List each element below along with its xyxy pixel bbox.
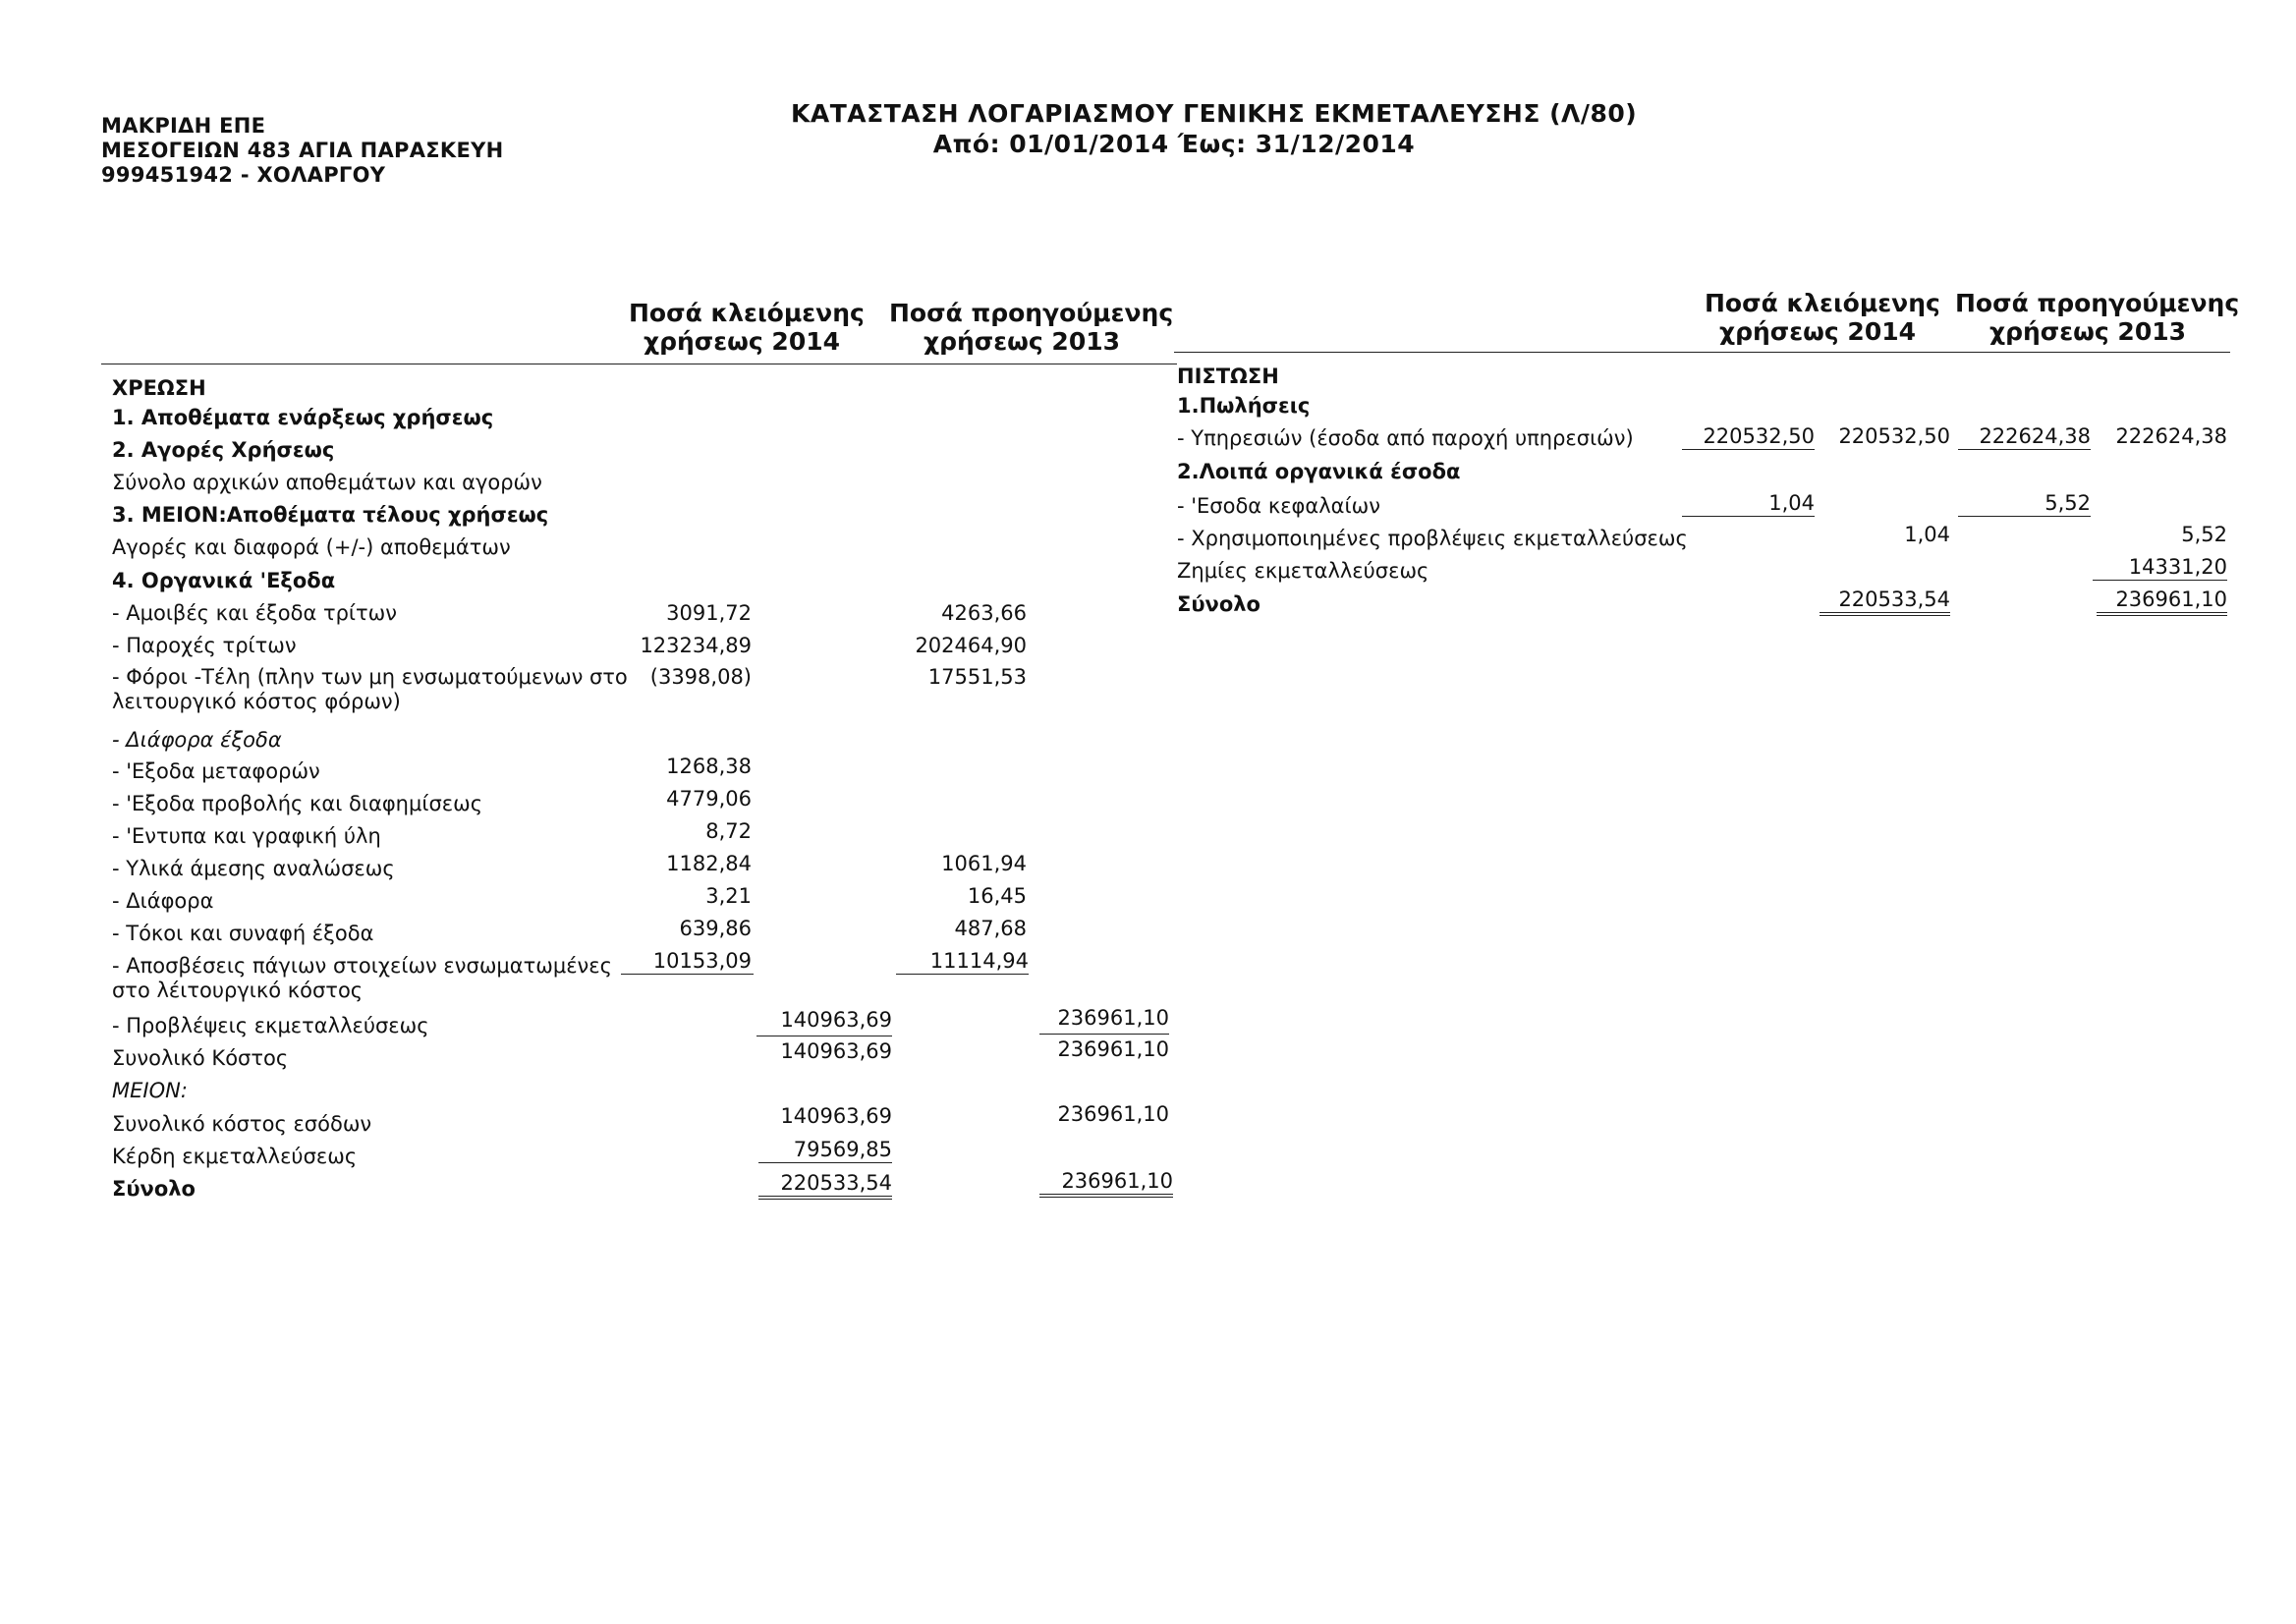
- amount-2014: 8,72: [705, 819, 752, 843]
- row-label: Σύνολο: [112, 1177, 196, 1201]
- credit-header-rule: [1174, 352, 2230, 353]
- row-label: - Χρησιμοποιημένες προβλέψεις εκμεταλλεύσεως: [1177, 527, 1688, 550]
- amount-2014: 639,86: [679, 917, 752, 940]
- used-provisions-2013: 5,52: [2181, 523, 2227, 546]
- row-label: - Προβλέψεις εκμεταλλεύσεως: [112, 1014, 429, 1037]
- header-line: χρήσεως 2013: [923, 327, 1121, 356]
- header-line: χρήσεως 2013: [1988, 317, 2187, 346]
- sales-2013-detail: 222624,38: [1958, 424, 2091, 450]
- row-label: Σύνολο: [1177, 592, 1260, 616]
- debit-total-2014: 220533,54: [758, 1171, 892, 1200]
- sales-2014-total: 220532,50: [1838, 424, 1950, 448]
- row-label: - Αποσβέσεις πάγιων στοιχείων ενσωματωμένες στο λέιτουργικό κόστος: [112, 954, 612, 1002]
- row-label: 1.Πωλήσεις: [1177, 394, 1311, 418]
- amount-2014: 1268,38: [666, 755, 752, 778]
- row-label: Κέρδη εκμεταλλεύσεως: [112, 1145, 358, 1168]
- row-label: - Αμοιβές και έξοδα τρίτων: [112, 601, 398, 625]
- header-line: χρήσεως 2014: [1718, 317, 1917, 346]
- debit-current-year-header: [629, 299, 865, 356]
- row-label: - 'Εσοδα κεφαλαίων: [1177, 494, 1380, 518]
- header-line: Ποσά προηγούμενης: [889, 299, 1174, 327]
- credit-prior-year-header: [1955, 289, 2240, 346]
- row-label: - Υλικά άμεσης αναλώσεως: [112, 857, 395, 880]
- amount-2014: 3091,72: [666, 601, 752, 625]
- amount-2014: 3,21: [705, 884, 752, 908]
- report-title: ΚΑΤΑΣΤΑΣΗ ΛΟΓΑΡΙΑΣΜΟΥ ΓΕΝΙΚΗΣ ΕΚΜΕΤΑΛΕΥΣΗΣ (Λ/80): [791, 99, 1638, 128]
- header-line: Ποσά κλειόμενης: [1705, 289, 1940, 317]
- row-label: Αγορές και διαφορά (+/-) αποθεμάτων: [112, 535, 511, 559]
- row-label: Συνολικό Κόστος: [112, 1046, 289, 1070]
- debit-heading: ΧΡΕΩΣΗ: [112, 376, 206, 400]
- credit-total-2013: 236961,10: [2097, 588, 2227, 616]
- subtotal-2014: 140963,69: [780, 1008, 892, 1032]
- amount-2014: 10153,09: [621, 949, 754, 975]
- amount-2014: 4779,06: [666, 787, 752, 811]
- company-tax-id: 999451942 - ΧΟΛΑΡΓΟΥ: [101, 163, 386, 187]
- company-address: ΜΕΣΟΓΕΙΩΝ 483 ΑΓΙΑ ΠΑΡΑΣΚΕΥΗ: [101, 139, 504, 162]
- row-label: - 'Εξοδα προβολής και διαφημίσεως: [112, 792, 483, 815]
- amount-2014: 1182,84: [666, 852, 752, 875]
- operating-profit-2014: 79569,85: [758, 1138, 892, 1163]
- debit-prior-year-header: [889, 299, 1174, 356]
- amount-2013: 487,68: [954, 917, 1027, 940]
- row-label: 2. Αγορές Χρήσεως: [112, 438, 335, 462]
- row-label: - Φόροι -Τέλη (πλην των μη ενσωματούμενων στο λειτουργικό κόστος φόρων): [112, 665, 628, 713]
- amount-2013: 16,45: [967, 884, 1027, 908]
- row-label: 2.Λοιπά οργανικά έσοδα: [1177, 460, 1461, 483]
- row-label: Συνολικό κόστος εσόδων: [112, 1112, 372, 1136]
- row-label: 1. Αποθέματα ενάρξεως χρήσεως: [112, 406, 494, 429]
- header-line: Ποσά κλειόμενης: [629, 299, 865, 327]
- total-cost-2013: 236961,10: [1039, 1034, 1169, 1062]
- operating-loss-2013: 14331,20: [2093, 555, 2227, 581]
- company-name: ΜΑΚΡΙΔΗ ΕΠΕ: [101, 114, 266, 138]
- company-block: [101, 114, 504, 188]
- total-cost-2014: 140963,69: [756, 1036, 892, 1064]
- row-label: - Παροχές τρίτων: [112, 634, 297, 657]
- row-label: Ζημίες εκμεταλλεύσεως: [1177, 559, 1429, 583]
- row-label: - 'Εξοδα μεταφορών: [112, 759, 320, 783]
- debit-total-2013: 236961,10: [1039, 1169, 1173, 1198]
- row-label: - Διάφορα: [112, 889, 214, 913]
- subtotal-2013: 236961,10: [1057, 1006, 1169, 1030]
- header-line: Ποσά προηγούμενης: [1955, 289, 2240, 317]
- row-label: - 'Εντυπα και γραφική ύλη: [112, 824, 381, 848]
- amount-2013: 1061,94: [941, 852, 1027, 875]
- amount-2014: 123234,89: [640, 634, 752, 657]
- row-label: - Διάφορα έξοδα: [112, 728, 282, 752]
- report-period: Από: 01/01/2014 Έως: 31/12/2014: [932, 130, 1416, 158]
- amount-2014: (3398,08): [649, 665, 752, 689]
- amount-2013: 4263,66: [941, 601, 1027, 625]
- report-title-block: [791, 98, 1638, 159]
- cost-of-revenue-2013: 236961,10: [1057, 1102, 1169, 1126]
- row-label: - Υπηρεσιών (έσοδα από παροχή υπηρεσιών): [1177, 426, 1634, 450]
- capital-income-2014: 1,04: [1682, 491, 1815, 517]
- sales-2014-detail: 220532,50: [1682, 424, 1815, 450]
- row-label: 3. ΜΕΙΟΝ:Αποθέματα τέλους χρήσεως: [112, 503, 549, 527]
- sales-2013-total: 222624,38: [2115, 424, 2227, 448]
- credit-heading: ΠΙΣΤΩΣΗ: [1177, 364, 1279, 388]
- row-label: - Τόκοι και συναφή έξοδα: [112, 922, 374, 945]
- used-provisions-2014: 1,04: [1904, 523, 1950, 546]
- row-label: ΜΕΙΟΝ:: [112, 1079, 188, 1102]
- row-label: 4. Οργανικά 'Εξοδα: [112, 569, 336, 592]
- credit-total-2014: 220533,54: [1820, 588, 1950, 616]
- header-line: χρήσεως 2014: [643, 327, 841, 356]
- amount-2013: 11114,94: [896, 949, 1029, 975]
- capital-income-2013: 5,52: [1958, 491, 2091, 517]
- amount-2013: 202464,90: [915, 634, 1027, 657]
- credit-current-year-header: [1705, 289, 1940, 346]
- amount-2013: 17551,53: [927, 665, 1027, 689]
- row-label: Σύνολο αρχικών αποθεμάτων και αγορών: [112, 471, 542, 494]
- cost-of-revenue-2014: 140963,69: [780, 1104, 892, 1128]
